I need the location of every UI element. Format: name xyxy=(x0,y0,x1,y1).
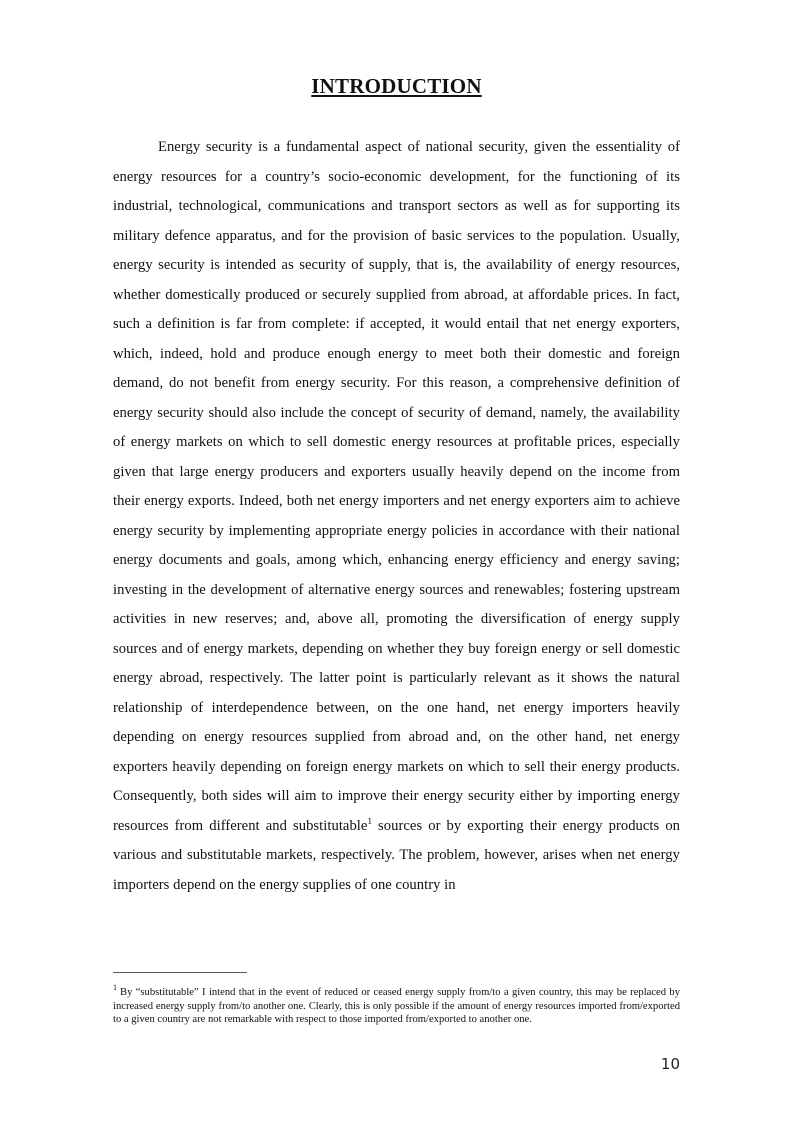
footnote-reference[interactable]: 1 xyxy=(367,815,372,826)
body-paragraph xyxy=(113,133,680,900)
body-paragraph-part-2: sources or by exporting their energy products on various and substitutable markets, respectively. The problem, however, arises when net energy importers depend on the energy supplies of one country in xyxy=(113,817,681,893)
footnote-text: By “substitutable” I intend that in the event of reduced or ceased energy supply from/to a given country, this may be replaced by increased energy supply from/to another one. Clearly, this is only possible if the amount of energy resources imported from/exported to a given country are not remarkable with respect to those imported from/exported to another one. xyxy=(113,987,680,1025)
footnote-separator xyxy=(113,972,247,973)
footnote-marker: 1 xyxy=(113,983,117,993)
footnote xyxy=(113,983,680,1027)
body-paragraph-part-1: Energy security is a fundamental aspect of national security, given the essentiality of energy resources for a country’s socio-economic development, for the functioning of its industrial, technological, communications and transport sectors as well as for supporting its military defence apparatus, and for the provision of basic services to the population. Usually, energy security is intended as security of supply, that is, the availability of energy resources, whether domestically produced or securely supplied from abroad, at affordable prices. In fact, such a definition is far from complete: if accepted, it would entail that net energy exporters, which, indeed, hold and produce enough energy to meet both their domestic and foreign demand, do not benefit from energy security. For this reason, a comprehensive definition of energy security should also include the concept of security of demand, namely, the availability of energy markets on which to sell domestic energy resources at profitable prices, especially given that large energy producers and exporters usually heavily depend on the income from their energy exports. Indeed, both net energy importers and net energy exporters aim to achieve energy security by implementing appropriate energy policies in accordance with their national energy documents and goals, among which, enhancing energy efficiency and energy saving; investing in the development of alternative energy sources and renewables; fostering upstream activities in new reserves; and, above all, promoting the diversification of energy supply sources and of energy markets, depending on whether they buy foreign energy or sell domestic energy abroad, respectively. The latter point is particularly relevant as it shows the natural relationship of interdependence between, on the one hand, net energy importers heavily depending on energy resources supplied from abroad and, on the other hand, net energy exporters heavily depending on foreign energy markets on which to sell their energy products. Consequently, both sides will aim to improve their energy security either by importing energy resources from different and substitutable xyxy=(113,139,680,834)
page-title: INTRODUCTION xyxy=(311,74,482,98)
page-number: 10 xyxy=(660,1055,680,1073)
